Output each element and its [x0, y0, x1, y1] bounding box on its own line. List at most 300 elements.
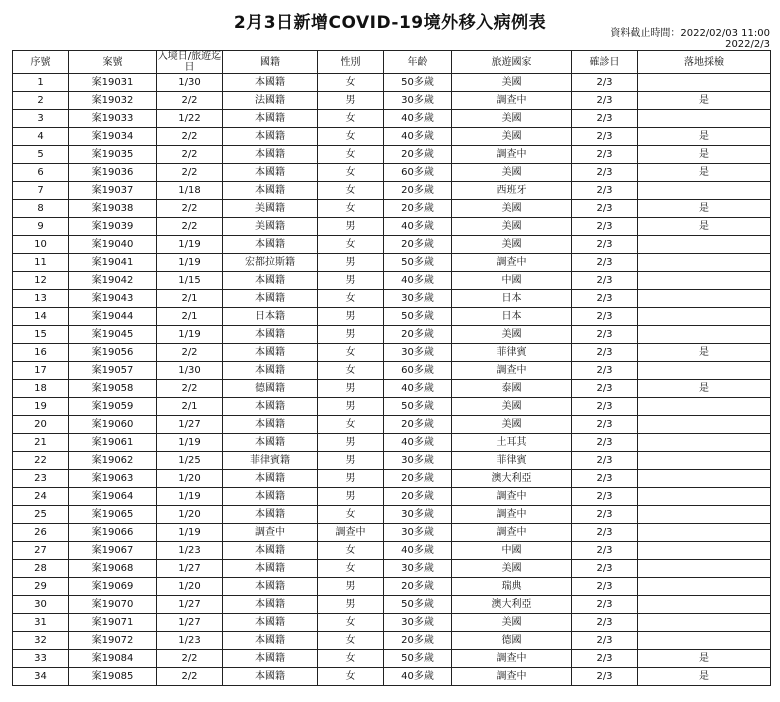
cell-landing-test [638, 434, 771, 452]
cell-landing-test [638, 182, 771, 200]
cell-confirm-date: 2/3 [572, 254, 638, 272]
table-row [13, 632, 771, 650]
cell-sex: 女 [318, 668, 384, 686]
cell-seq: 23 [13, 470, 69, 488]
cell-landing-test [638, 488, 771, 506]
cell-confirm-date: 2/3 [572, 596, 638, 614]
cell-age: 20多歲 [384, 182, 452, 200]
cell-age: 30多歲 [384, 92, 452, 110]
table-row [13, 434, 771, 452]
cell-seq: 31 [13, 614, 69, 632]
cell-seq: 27 [13, 542, 69, 560]
cell-case-number: 案19071 [69, 614, 157, 632]
cell-nationality: 本國籍 [223, 470, 318, 488]
cell-seq: 20 [13, 416, 69, 434]
cell-landing-test [638, 74, 771, 92]
cell-travel-country: 美國 [452, 398, 572, 416]
cell-landing-test [638, 578, 771, 596]
cell-travel-country: 中國 [452, 272, 572, 290]
cell-confirm-date: 2/3 [572, 650, 638, 668]
cell-seq: 13 [13, 290, 69, 308]
cell-entry-date: 1/25 [157, 452, 223, 470]
cell-confirm-date: 2/3 [572, 560, 638, 578]
cell-entry-date: 1/27 [157, 416, 223, 434]
cell-seq: 14 [13, 308, 69, 326]
cell-case-number: 案19038 [69, 200, 157, 218]
cell-travel-country: 德國 [452, 632, 572, 650]
cell-nationality: 法國籍 [223, 92, 318, 110]
table-row [13, 344, 771, 362]
cell-entry-date: 2/1 [157, 290, 223, 308]
cell-entry-date: 2/2 [157, 380, 223, 398]
cell-confirm-date: 2/3 [572, 164, 638, 182]
cell-nationality: 本國籍 [223, 236, 318, 254]
cell-sex: 男 [318, 596, 384, 614]
table-row [13, 272, 771, 290]
cell-seq: 32 [13, 632, 69, 650]
table-row [13, 236, 771, 254]
cell-age: 20多歲 [384, 236, 452, 254]
cell-travel-country: 西班牙 [452, 182, 572, 200]
cell-case-number: 案19036 [69, 164, 157, 182]
table-row [13, 524, 771, 542]
header-confirm-date: 確診日 [572, 51, 638, 74]
cell-age: 40多歲 [384, 668, 452, 686]
cell-case-number: 案19064 [69, 488, 157, 506]
cell-confirm-date: 2/3 [572, 326, 638, 344]
table-row [13, 110, 771, 128]
cell-sex: 女 [318, 128, 384, 146]
cell-entry-date: 2/2 [157, 164, 223, 182]
cell-age: 30多歲 [384, 614, 452, 632]
imported-cases-table [12, 50, 771, 686]
cell-entry-date: 1/19 [157, 236, 223, 254]
cell-confirm-date: 2/3 [572, 632, 638, 650]
cell-travel-country: 瑞典 [452, 578, 572, 596]
table-row [13, 488, 771, 506]
cell-landing-test: 是 [638, 164, 771, 182]
cell-seq: 17 [13, 362, 69, 380]
cell-nationality: 本國籍 [223, 488, 318, 506]
cell-seq: 29 [13, 578, 69, 596]
cell-nationality: 本國籍 [223, 596, 318, 614]
table-row [13, 650, 771, 668]
cell-case-number: 案19062 [69, 452, 157, 470]
report-date: 2022/2/3 [725, 39, 770, 50]
cell-confirm-date: 2/3 [572, 236, 638, 254]
cell-nationality: 本國籍 [223, 614, 318, 632]
cell-landing-test [638, 506, 771, 524]
cell-landing-test [638, 542, 771, 560]
cell-confirm-date: 2/3 [572, 506, 638, 524]
cell-travel-country: 調查中 [452, 254, 572, 272]
cell-nationality: 本國籍 [223, 146, 318, 164]
cell-age: 20多歲 [384, 578, 452, 596]
cell-seq: 18 [13, 380, 69, 398]
cell-landing-test: 是 [638, 650, 771, 668]
cell-sex: 男 [318, 326, 384, 344]
cell-case-number: 案19066 [69, 524, 157, 542]
cell-sex: 女 [318, 236, 384, 254]
cell-confirm-date: 2/3 [572, 488, 638, 506]
cell-entry-date: 1/23 [157, 632, 223, 650]
table-row [13, 578, 771, 596]
cell-age: 30多歲 [384, 344, 452, 362]
cell-landing-test [638, 560, 771, 578]
table-row [13, 542, 771, 560]
cell-nationality: 本國籍 [223, 668, 318, 686]
table-row [13, 254, 771, 272]
table-row [13, 218, 771, 236]
cell-entry-date: 1/22 [157, 110, 223, 128]
cell-age: 40多歲 [384, 110, 452, 128]
cell-landing-test [638, 452, 771, 470]
cell-confirm-date: 2/3 [572, 524, 638, 542]
cell-age: 20多歲 [384, 632, 452, 650]
cell-confirm-date: 2/3 [572, 92, 638, 110]
cell-nationality: 本國籍 [223, 542, 318, 560]
cell-seq: 26 [13, 524, 69, 542]
cell-confirm-date: 2/3 [572, 398, 638, 416]
cell-age: 50多歲 [384, 254, 452, 272]
cell-confirm-date: 2/3 [572, 542, 638, 560]
cell-age: 50多歲 [384, 398, 452, 416]
cell-age: 30多歲 [384, 560, 452, 578]
table-row [13, 380, 771, 398]
cell-travel-country: 調查中 [452, 146, 572, 164]
cell-sex: 女 [318, 506, 384, 524]
cell-age: 20多歲 [384, 146, 452, 164]
cell-landing-test [638, 632, 771, 650]
cell-seq: 30 [13, 596, 69, 614]
table-row [13, 290, 771, 308]
cell-landing-test: 是 [638, 218, 771, 236]
header-nationality: 國籍 [223, 51, 318, 74]
cell-entry-date: 1/30 [157, 362, 223, 380]
cell-entry-date: 1/20 [157, 578, 223, 596]
cell-travel-country: 美國 [452, 74, 572, 92]
cell-age: 50多歲 [384, 308, 452, 326]
cell-nationality: 本國籍 [223, 110, 318, 128]
cell-entry-date: 2/1 [157, 308, 223, 326]
cell-landing-test: 是 [638, 92, 771, 110]
cell-confirm-date: 2/3 [572, 578, 638, 596]
cell-sex: 女 [318, 146, 384, 164]
cell-travel-country: 日本 [452, 290, 572, 308]
cell-nationality: 日本籍 [223, 308, 318, 326]
cell-entry-date: 1/19 [157, 254, 223, 272]
cell-case-number: 案19037 [69, 182, 157, 200]
cell-landing-test [638, 362, 771, 380]
cell-case-number: 案19041 [69, 254, 157, 272]
cell-entry-date: 1/15 [157, 272, 223, 290]
cell-nationality: 本國籍 [223, 650, 318, 668]
cell-sex: 男 [318, 308, 384, 326]
table-row [13, 92, 771, 110]
cell-sex: 女 [318, 110, 384, 128]
cell-travel-country: 菲律賓 [452, 344, 572, 362]
cell-nationality: 本國籍 [223, 272, 318, 290]
cell-confirm-date: 2/3 [572, 344, 638, 362]
cell-entry-date: 1/20 [157, 506, 223, 524]
cell-nationality: 本國籍 [223, 182, 318, 200]
cell-seq: 9 [13, 218, 69, 236]
cell-seq: 5 [13, 146, 69, 164]
cell-entry-date: 1/18 [157, 182, 223, 200]
cell-travel-country: 美國 [452, 326, 572, 344]
cell-travel-country: 美國 [452, 200, 572, 218]
cell-entry-date: 1/19 [157, 524, 223, 542]
cell-age: 60多歲 [384, 164, 452, 182]
cell-entry-date: 1/27 [157, 596, 223, 614]
cell-travel-country: 調查中 [452, 92, 572, 110]
cell-sex: 女 [318, 344, 384, 362]
cell-travel-country: 調查中 [452, 506, 572, 524]
cell-seq: 25 [13, 506, 69, 524]
cell-nationality: 本國籍 [223, 434, 318, 452]
cell-entry-date: 2/2 [157, 200, 223, 218]
header-case-number: 案號 [69, 51, 157, 74]
cell-entry-date: 2/2 [157, 92, 223, 110]
table-row [13, 200, 771, 218]
cell-confirm-date: 2/3 [572, 74, 638, 92]
cell-case-number: 案19039 [69, 218, 157, 236]
cell-sex: 女 [318, 164, 384, 182]
cell-landing-test [638, 470, 771, 488]
cell-nationality: 本國籍 [223, 344, 318, 362]
cell-travel-country: 美國 [452, 110, 572, 128]
cell-nationality: 本國籍 [223, 290, 318, 308]
cell-age: 60多歲 [384, 362, 452, 380]
cell-landing-test: 是 [638, 128, 771, 146]
cell-nationality: 本國籍 [223, 326, 318, 344]
cell-seq: 1 [13, 74, 69, 92]
cell-travel-country: 調查中 [452, 650, 572, 668]
cell-seq: 11 [13, 254, 69, 272]
cell-sex: 女 [318, 74, 384, 92]
cell-confirm-date: 2/3 [572, 272, 638, 290]
cell-case-number: 案19068 [69, 560, 157, 578]
cell-landing-test [638, 596, 771, 614]
cell-case-number: 案19043 [69, 290, 157, 308]
cell-nationality: 本國籍 [223, 632, 318, 650]
cell-travel-country: 美國 [452, 614, 572, 632]
cell-confirm-date: 2/3 [572, 470, 638, 488]
cell-case-number: 案19035 [69, 146, 157, 164]
header-age: 年齡 [384, 51, 452, 74]
cell-age: 20多歲 [384, 326, 452, 344]
cell-sex: 女 [318, 542, 384, 560]
cell-sex: 男 [318, 218, 384, 236]
cell-nationality: 調查中 [223, 524, 318, 542]
cell-travel-country: 泰國 [452, 380, 572, 398]
cell-confirm-date: 2/3 [572, 218, 638, 236]
cell-age: 40多歲 [384, 434, 452, 452]
cell-nationality: 美國籍 [223, 218, 318, 236]
table-row [13, 614, 771, 632]
cell-sex: 女 [318, 290, 384, 308]
cell-travel-country: 日本 [452, 308, 572, 326]
cell-sex: 女 [318, 560, 384, 578]
cell-travel-country: 美國 [452, 218, 572, 236]
table-row [13, 326, 771, 344]
table-row [13, 74, 771, 92]
cell-travel-country: 調查中 [452, 362, 572, 380]
cell-case-number: 案19044 [69, 308, 157, 326]
cell-landing-test [638, 272, 771, 290]
cell-sex: 男 [318, 452, 384, 470]
cell-travel-country: 調查中 [452, 668, 572, 686]
header-entry-date: 入境日/旅遊迄日 [157, 51, 222, 73]
cell-sex: 女 [318, 200, 384, 218]
cell-sex: 男 [318, 380, 384, 398]
cell-entry-date: 1/19 [157, 488, 223, 506]
cell-case-number: 案19031 [69, 74, 157, 92]
table-row [13, 506, 771, 524]
cell-travel-country: 澳大利亞 [452, 470, 572, 488]
cell-sex: 女 [318, 362, 384, 380]
cell-sex: 女 [318, 632, 384, 650]
table-row [13, 182, 771, 200]
header-travel-country: 旅遊國家 [452, 51, 572, 74]
cell-sex: 女 [318, 614, 384, 632]
table-row [13, 164, 771, 182]
cell-sex: 調查中 [318, 524, 384, 542]
cell-case-number: 案19059 [69, 398, 157, 416]
cell-case-number: 案19032 [69, 92, 157, 110]
table-row [13, 452, 771, 470]
cell-sex: 女 [318, 416, 384, 434]
cell-case-number: 案19060 [69, 416, 157, 434]
table-header-row [13, 51, 771, 74]
cell-confirm-date: 2/3 [572, 308, 638, 326]
cell-landing-test [638, 326, 771, 344]
table-row [13, 596, 771, 614]
cell-travel-country: 美國 [452, 128, 572, 146]
header-seq: 序號 [13, 51, 69, 74]
cell-confirm-date: 2/3 [572, 614, 638, 632]
header-landing-test: 落地採檢 [638, 51, 771, 74]
cell-age: 40多歲 [384, 218, 452, 236]
cell-sex: 男 [318, 578, 384, 596]
cell-seq: 8 [13, 200, 69, 218]
cell-seq: 34 [13, 668, 69, 686]
cell-case-number: 案19072 [69, 632, 157, 650]
cell-nationality: 宏都拉斯籍 [223, 254, 318, 272]
table-row [13, 308, 771, 326]
cell-seq: 19 [13, 398, 69, 416]
cell-landing-test: 是 [638, 344, 771, 362]
cell-case-number: 案19065 [69, 506, 157, 524]
cell-case-number: 案19084 [69, 650, 157, 668]
cell-seq: 2 [13, 92, 69, 110]
cell-age: 50多歲 [384, 74, 452, 92]
cell-age: 20多歲 [384, 488, 452, 506]
cell-entry-date: 1/23 [157, 542, 223, 560]
cell-sex: 女 [318, 182, 384, 200]
cell-age: 20多歲 [384, 200, 452, 218]
table-row [13, 470, 771, 488]
cell-landing-test [638, 236, 771, 254]
cell-sex: 女 [318, 650, 384, 668]
cell-seq: 28 [13, 560, 69, 578]
cell-entry-date: 1/20 [157, 470, 223, 488]
cell-travel-country: 美國 [452, 560, 572, 578]
cell-travel-country: 中國 [452, 542, 572, 560]
cell-landing-test [638, 416, 771, 434]
cell-case-number: 案19069 [69, 578, 157, 596]
cell-nationality: 本國籍 [223, 362, 318, 380]
cell-travel-country: 美國 [452, 236, 572, 254]
data-cutoff-time: 資料截止時間：2022/02/03 11:00 [610, 28, 770, 39]
cell-landing-test [638, 110, 771, 128]
cell-nationality: 本國籍 [223, 416, 318, 434]
cell-age: 30多歲 [384, 452, 452, 470]
cell-landing-test: 是 [638, 668, 771, 686]
cell-confirm-date: 2/3 [572, 362, 638, 380]
table-row [13, 398, 771, 416]
cell-confirm-date: 2/3 [572, 452, 638, 470]
cell-age: 50多歲 [384, 650, 452, 668]
cell-nationality: 美國籍 [223, 200, 318, 218]
cell-case-number: 案19057 [69, 362, 157, 380]
cell-entry-date: 2/2 [157, 146, 223, 164]
cell-entry-date: 1/27 [157, 614, 223, 632]
cell-travel-country: 美國 [452, 416, 572, 434]
cell-travel-country: 土耳其 [452, 434, 572, 452]
cell-sex: 男 [318, 398, 384, 416]
cell-seq: 3 [13, 110, 69, 128]
cell-confirm-date: 2/3 [572, 434, 638, 452]
cell-sex: 男 [318, 488, 384, 506]
cell-entry-date: 2/2 [157, 650, 223, 668]
cell-age: 40多歲 [384, 272, 452, 290]
header-sex: 性別 [318, 51, 384, 74]
cell-travel-country: 美國 [452, 164, 572, 182]
cell-landing-test [638, 290, 771, 308]
cell-landing-test [638, 308, 771, 326]
cell-seq: 10 [13, 236, 69, 254]
table-row [13, 560, 771, 578]
cell-case-number: 案19056 [69, 344, 157, 362]
cell-landing-test [638, 398, 771, 416]
cell-entry-date: 2/1 [157, 398, 223, 416]
cell-travel-country: 澳大利亞 [452, 596, 572, 614]
cell-confirm-date: 2/3 [572, 380, 638, 398]
cell-seq: 33 [13, 650, 69, 668]
cell-confirm-date: 2/3 [572, 110, 638, 128]
cell-confirm-date: 2/3 [572, 416, 638, 434]
cell-age: 30多歲 [384, 524, 452, 542]
cell-nationality: 本國籍 [223, 398, 318, 416]
cell-age: 20多歲 [384, 470, 452, 488]
cell-travel-country: 調查中 [452, 488, 572, 506]
cell-entry-date: 1/27 [157, 560, 223, 578]
cell-seq: 4 [13, 128, 69, 146]
cell-sex: 男 [318, 272, 384, 290]
cell-nationality: 本國籍 [223, 74, 318, 92]
cell-confirm-date: 2/3 [572, 200, 638, 218]
cell-case-number: 案19067 [69, 542, 157, 560]
cell-nationality: 本國籍 [223, 578, 318, 596]
cell-sex: 男 [318, 254, 384, 272]
cell-confirm-date: 2/3 [572, 146, 638, 164]
cell-case-number: 案19070 [69, 596, 157, 614]
cell-seq: 15 [13, 326, 69, 344]
cell-nationality: 本國籍 [223, 164, 318, 182]
cell-case-number: 案19034 [69, 128, 157, 146]
table-row [13, 128, 771, 146]
